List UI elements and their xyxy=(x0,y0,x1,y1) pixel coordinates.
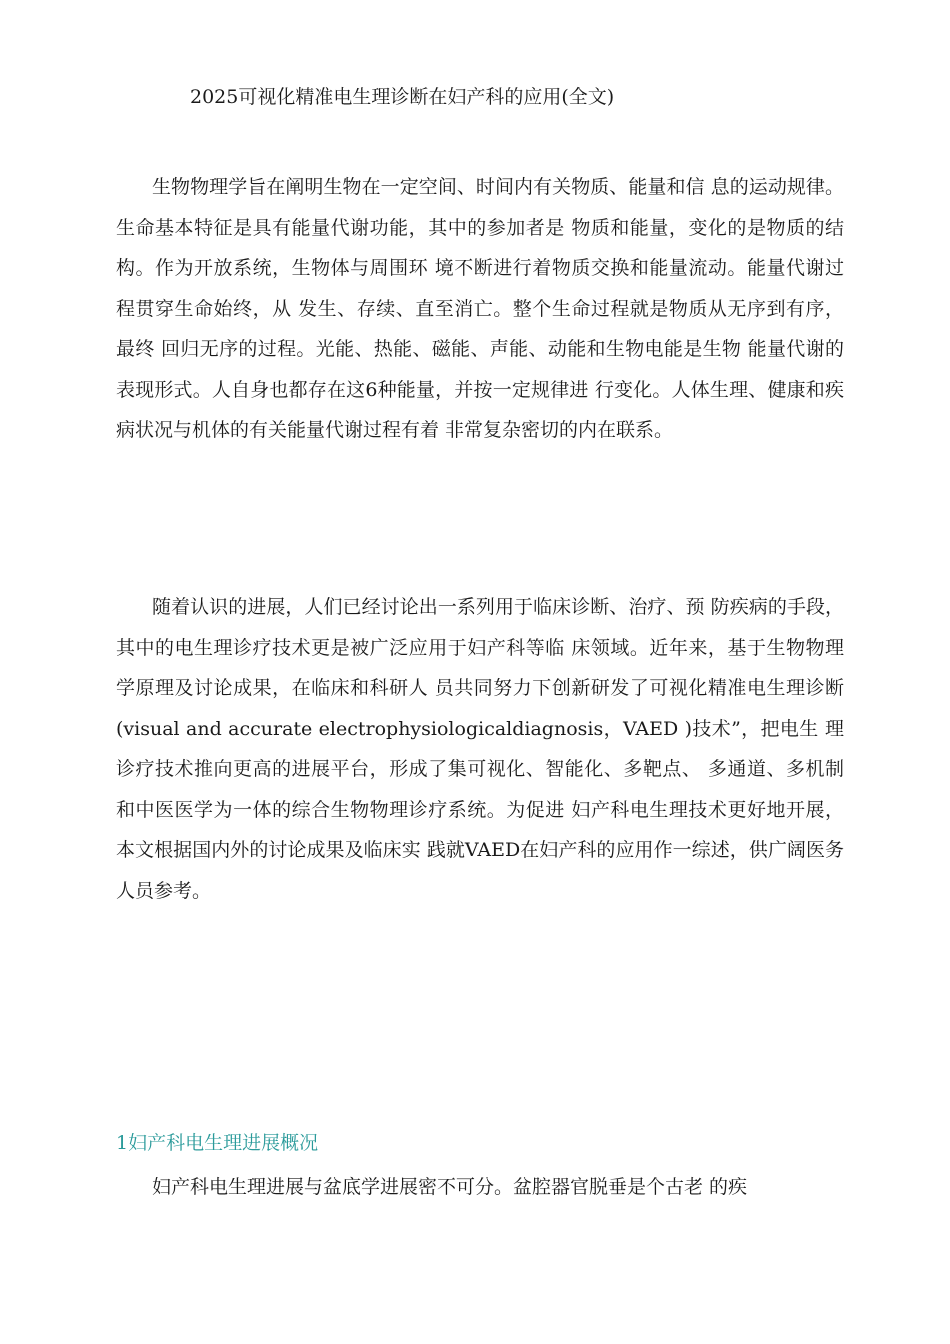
body-paragraph-2: 随着认识的进展，人们已经讨论出一系列用于临床诊断、治疗、预 防疾病的手段，其中的电生理诊疗技术更是被广泛应用于妇产科等临 床领域。近年来，基于生物物理学原理及讨论成果，在临床和科研人 员共同努力下创新研发了可视化精准电生理诊断(visual and accurate electrophysiologicaldiagnosis，VAED )技术”，把电生 理诊疗技术推向更高的进展平台，形成了集可视化、智能化、多靶点、 多通道、多机制和中医医学为一体的综合生物物理诊疗系统。为促进 妇产科电生理技术更好地开展，本文根据国内外的讨论成果及临床实 践就VAED在妇产科的应用作一综述，供广阔医务人员参考。 xyxy=(116,596,844,902)
section-heading: 1妇产科电生理进展概况 xyxy=(116,1132,319,1154)
document-title: 2025可视化精准电生理诊断在妇产科的应用(全文) xyxy=(190,86,615,108)
section-paragraph: 妇产科电生理进展与盆底学进展密不可分。盆腔器官脱垂是个古老 的疾 xyxy=(152,1176,748,1198)
body-paragraph-1: 生物物理学旨在阐明生物在一定空间、时间内有关物质、能量和信 息的运动规律。生命基本特征是具有能量代谢功能，其中的参加者是 物质和能量，变化的是物质的结构。作为开放系统，生物体与周围环 境不断进行着物质交换和能量流动。能量代谢过程贯穿生命始终，从 发生、存续、直至消亡。整个生命过程就是物质从无序到有序，最终 回归无序的过程。光能、热能、磁能、声能、动能和生物电能是生物 能量代谢的表现形式。人自身也都存在这6种能量，并按一定规律进 行变化。人体生理、健康和疾病状况与机体的有关能量代谢过程有着 非常复杂密切的内在联系。 xyxy=(116,176,844,441)
